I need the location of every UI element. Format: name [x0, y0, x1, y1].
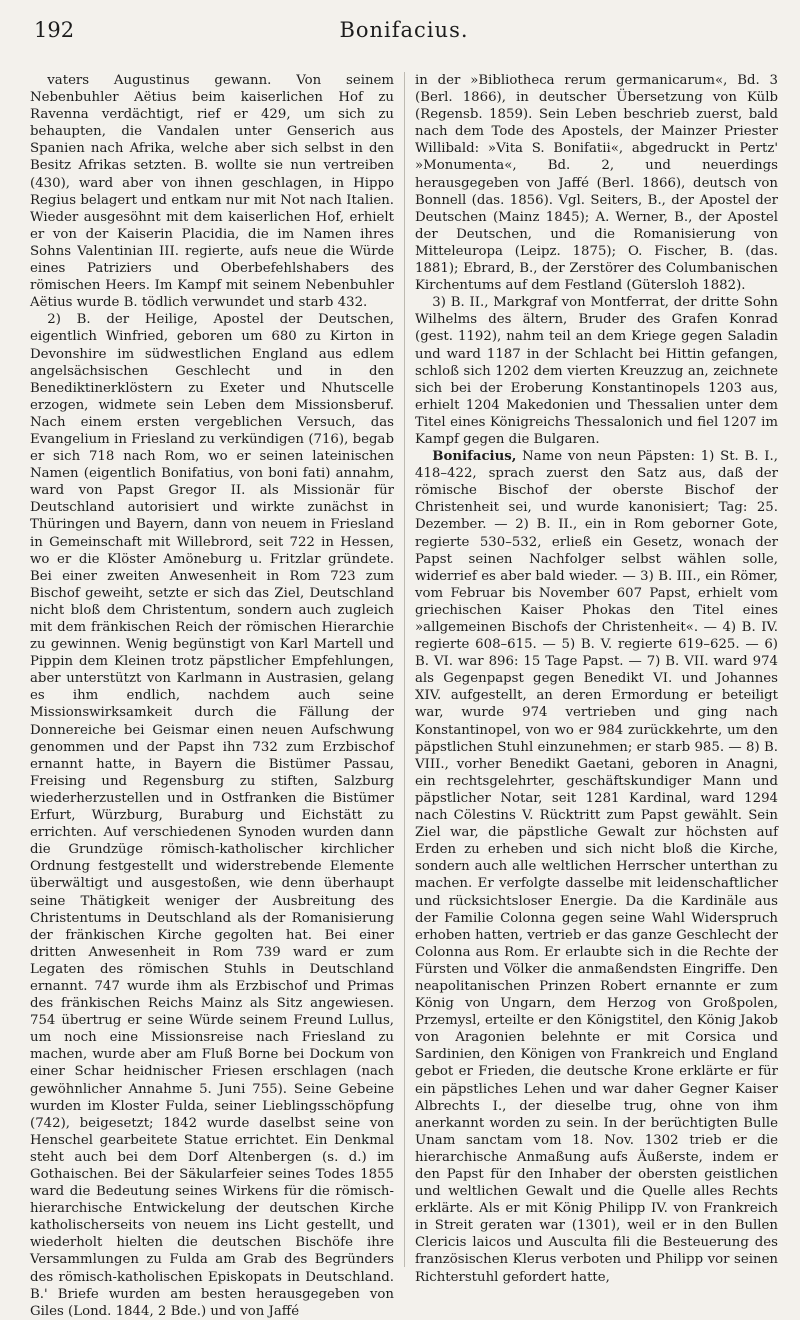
paragraph: [30, 72, 394, 311]
paragraph: [415, 448, 778, 1286]
paragraph: [415, 72, 778, 294]
right-column: [404, 72, 778, 1285]
running-head: Bonifacius.: [339, 18, 469, 42]
headword: Bonifacius,: [432, 449, 517, 465]
paragraph: [30, 311, 394, 1320]
paragraph-text: in der »Bibliotheca rerum germanicarum«, Bd. 3 (Berl. 1866), in deutscher Übersetzung von Külb (Regensb. 1859). Sein Leben beschrieb zuerst, bald nach dem Tode des Apostels, der Mainzer Priester Willibald: »Vita S. Bonifatii«, abgedruckt in Pertz' »Monumenta«, Bd. 2, und neuerdings herausgegeben von Jaffé (Berl. 1866), deutsch von Bonnell (das. 1856). Vgl. Seiters, B., der Apostel der Deutschen (Mainz 1845); A. Werner, B., der Apostel der Deutschen, und die Romanisierung von Mitteleuropa (Leipz. 1875); O. Fischer, B. (das. 1881); Ebrard, B., der Zerstörer des Columbanischen Kirchentums auf dem Festland (Gütersloh 1882).: [415, 73, 778, 294]
paragraph-text: Name von neun Päpsten: 1) St. B. I., 418–422, sprach zuerst den Satz aus, daß der römische Bischof der oberste Bischof der Christenheit sei, und wurde kanonisiert; Tag: 25. Dezember. — 2) B. II., ein in Rom geborner Gote, regierte 530–532, erließ ein Gesetz, wonach der Papst seinen Nachfolger selbst wählen solle, widerrief es aber bald wieder. — 3) B. III., ein Römer, vom Februar bis November 607 Papst, erhielt vom griechischen Kaiser Phokas den Titel eines »allgemeinen Bischofs der Christenheit«. — 4) B. IV. regierte 608–615. — 5) B. V. regierte 619–625. — 6) B. VI. war 896: 15 Tage Papst. — 7) B. VII. ward 974 als Gegenpapst gegen Benedikt VI. und Johannes XIV. aufgestellt, an deren Ermordung er beteiligt war, wurde 974 vertrieben und ging nach Konstantinopel, von wo er 984 zurückkehrte, um den päpstlichen Stuhl einzunehmen; er starb 985. — 8) B. VIII., vorher Benedikt Gaetani, geboren in Anagni, ein rechtsgelehrter, geschäftskundiger Mann und päpstlicher Notar, seit 1281 Kardinal, ward 1294 nach Cölestins V. Rücktritt zum Papst gewählt. Sein Ziel war, die päpstliche Gewalt zur höchsten auf Erden zu erheben und sich nicht bloß die Kirche, sondern auch alle weltlichen Herrscher unterthan zu machen. Er verfolgte dasselbe mit leidenschaftlicher und rücksichtsloser Energie. Da die Kardinäle aus der Familie Colonna gegen seine Wahl Widerspruch erhoben hatten, vertrieb er das ganze Geschlecht der Colonna aus Rom. Er erlaubte sich in die Rechte der Fürsten und Völker die anmaßendsten Eingriffe. Den neapolitanischen Prinzen Robert ernannte er zum König von Ungarn, dem Herzog von Großpolen, Przemysl, erteilte er den Königstitel, den König Jakob von Aragonien belehnte er mit Corsica und Sardinien, den Königen von Frankreich und England gebot er Frieden, die deutsche Krone erklärte er für ein päpstliches Lehen und war daher Gegner Kaiser Albrechts I., der dieselbe trug, ohne von ihm anerkannt worden zu sein. In der berüchtigten Bulle Unam sanctam vom 18. Nov. 1302 trieb er die hierarchische Anmaßung aufs Äußerste, indem er den Papst für den Inhaber der obersten geistlichen und weltlichen Gewalt und die Quelle alles Rechts erklärte. Als er mit König Philipp IV. von Frankreich in Streit geraten war (1301), weil er in den Bullen Clericis laicos und Ausculta fili die Besteuerung des französischen Klerus verboten und Philipp vor seinen Richterstuhl gefordert hatte,: [415, 449, 778, 1285]
text-columns: [30, 72, 778, 1319]
paragraph: [415, 294, 778, 448]
paragraph-text: vaters Augustinus gewann. Von seinem Nebenbuhler Aëtius beim kaiserlichen Hof zu Ravenna verdächtigt, rief er 429, um sich zu behaupten, die Vandalen unter Genserich aus Spanien nach Afrika, welche aber sich selbst in den Besitz Afrikas setzten. B. wollte sie nun vertreiben (430), ward aber von ihnen geschlagen, in Hippo Regius belagert und entkam nur mit Not nach Italien. Wieder ausgesöhnt mit dem kaiserlichen Hof, erhielt er von der Kaiserin Placidia, die im Namen ihres Sohns Valentinian III. regierte, aufs neue die Würde eines Patriziers und Oberbefehlshabers des römischen Heers. Im Kampf mit seinem Nebenbuhler Aëtius wurde B. tödlich verwundet und starb 432.: [30, 73, 394, 311]
page-number: 192: [34, 18, 75, 42]
page-header: [30, 18, 778, 48]
paragraph-text: 2) B. der Heilige, Apostel der Deutschen, eigentlich Winfried, geboren um 680 zu Kirton in Devonshire im südwestlichen England aus edlem angelsächsischen Geschlecht und in den Benediktinerklöstern zu Exeter und Nhutscelle erzogen, widmete sein Leben dem Missionsberuf. Nach einem ersten vergeblichen Versuch, das Evangelium in Friesland zu verkündigen (716), begab er sich 718 nach Rom, wo er seinen lateinischen Namen (eigentlich Bonifatius, von boni fati) annahm, ward von Papst Gregor II. als Missionär für Deutschland autorisiert und wirkte zunächst in Thüringen und Bayern, dann von neuem in Friesland in Gemeinschaft mit Willebrord, seit 722 in Hessen, wo er die Klöster Amöneburg u. Fritzlar gründete. Bei einer zweiten Anwesenheit in Rom 723 zum Bischof geweiht, setzte er sich das Ziel, Deutschland nicht bloß dem Christentum, sondern auch zugleich mit dem fränkischen Reich der römischen Hierarchie zu gewinnen. Wenig begünstigt von Karl Martell und Pippin dem Kleinen trotz päpstlicher Empfehlungen, aber unterstützt von Karlmann in Austrasien, gelang es ihm endlich, nachdem auch seine Missionswirksamkeit durch die Fällung der Donnereiche bei Geismar einen neuen Aufschwung genommen und der Papst ihn 732 zum Erzbischof ernannt hatte, in Bayern die Bistümer Passau, Freising und Regensburg zu stiften, Salzburg wiederherzustellen und in Ostfranken die Bistümer Erfurt, Würzburg, Buraburg und Eichstätt zu errichten. Auf verschiedenen Synoden wurden dann die Grundzüge römisch-katholischer kirchlicher Ordnung festgestellt und widerstrebende Elemente überwältigt und ausgestoßen, wie denn überhaupt seine Thätigkeit weniger der Ausbreitung des Christentums in Deutschland als der Romanisierung der fränkischen Kirche gegolten hat. Bei einer dritten Anwesenheit in Rom 739 ward er zum Legaten des römischen Stuhls in Deutschland ernannt. 747 wurde ihm als Erzbischof und Primas des fränkischen Reichs Mainz als Sitz angewiesen. 754 übertrug er seine Würde seinem Freund Lullus, um noch eine Missionsreise nach Friesland zu machen, wurde aber am Fluß Borne bei Dockum von einer Schar heidnischer Friesen erschlagen (nach gewöhnlicher Annahme 5. Juni 755). Seine Gebeine wurden im Kloster Fulda, seiner Lieblingsschöpfung (742), beigesetzt; 1842 wurde daselbst seine von Henschel gearbeitete Statue errichtet. Ein Denkmal steht auch bei dem Dorf Altenbergen (s. d.) im Gothaischen. Bei der Säkularfeier seines Todes 1855 ward die Bedeutung seines Wirkens für die römisch-hierarchische Entwickelung der deutschen Kirche katholischerseits von neuem ins Licht gestellt, und wiederholt hielten die deutschen Bischöfe ihre Versammlungen zu Fulda am Grab des Begründers des römisch-katholischen Episkopats in Deutschland. B.' Briefe wurden am besten herausgegeben von Giles (Lond. 1844, 2 Bde.) und von Jaffé: [30, 312, 394, 1319]
left-column: [30, 72, 404, 1319]
paragraph-text: 3) B. II., Markgraf von Montferrat, der dritte Sohn Wilhelms des ältern, Bruder des Grafen Konrad (gest. 1192), nahm teil an dem Kriege gegen Saladin und ward 1187 in der Schlacht bei Hittin gefangen, schloß sich 1202 dem vierten Kreuzzug an, zeichnete sich bei der Eroberung Konstantinopels 1203 aus, erhielt 1204 Makedonien und Thessalien unter dem Titel eines Königreichs Thessalonich und fiel 1207 im Kampf gegen die Bulgaren.: [415, 295, 778, 447]
